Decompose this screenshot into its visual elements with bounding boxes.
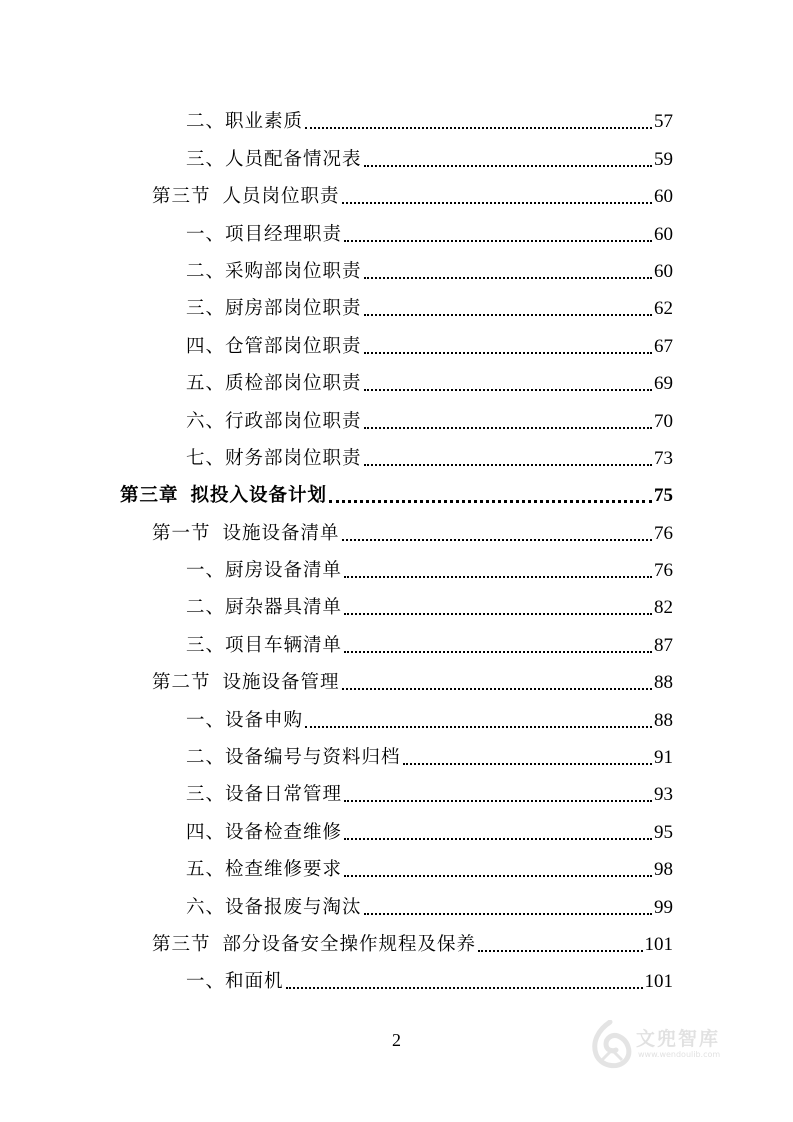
toc-entry-item[interactable] [0, 851, 673, 888]
toc-entry-item[interactable] [0, 327, 673, 364]
toc-entry-title [186, 821, 342, 845]
toc-entry-section[interactable] [0, 178, 673, 215]
toc-dot-leader [344, 838, 652, 840]
toc-dot-leader [364, 913, 652, 915]
toc-entry-page: 75 [654, 485, 673, 507]
toc-entry-title [186, 746, 401, 770]
toc-entry-text: 四、设备检查维修 [186, 821, 343, 843]
toc-entry-item[interactable] [0, 963, 673, 1000]
toc-entry-text: 二、设备编号与资料归档 [186, 747, 401, 769]
toc-entry-title [186, 335, 362, 359]
toc-dot-leader [364, 165, 652, 167]
toc-entry-page: 99 [654, 896, 673, 918]
toc-entry-title [186, 223, 342, 247]
toc-entry-text: 设施设备清单 [222, 522, 340, 544]
toc-entry-page: 95 [654, 821, 673, 843]
toc-dot-leader [344, 240, 652, 242]
toc-dot-leader [344, 875, 652, 877]
toc-entry-text: 一、和面机 [186, 971, 284, 993]
toc-entry-title [186, 372, 362, 396]
toc-entry-title [152, 671, 340, 695]
toc-dot-leader [364, 277, 652, 279]
toc-entry-page: 91 [654, 747, 673, 769]
toc-entry-page: 73 [654, 447, 673, 469]
toc-entry-item[interactable] [0, 215, 673, 252]
toc-dot-leader [342, 539, 652, 541]
toc-dot-leader [305, 726, 652, 728]
toc-dot-leader [329, 500, 652, 503]
toc-dot-leader [478, 950, 642, 952]
toc-entry-section[interactable] [0, 514, 673, 551]
toc-entry-title [186, 559, 342, 583]
toc-entry-text: 部分设备安全操作规程及保养 [222, 933, 477, 955]
toc-entry-page: 60 [654, 186, 673, 208]
toc-dot-leader [344, 651, 652, 653]
toc-dot-leader [364, 314, 652, 316]
toc-entry-page: 69 [654, 373, 673, 395]
toc-dot-leader [364, 427, 652, 429]
toc-entry-page: 88 [654, 672, 673, 694]
page-number: 2 [392, 1030, 401, 1050]
table-of-contents [0, 103, 793, 1000]
toc-entry-page: 82 [654, 597, 673, 619]
toc-entry-page: 98 [654, 859, 673, 881]
toc-dot-leader [342, 202, 652, 204]
toc-entry-page: 67 [654, 335, 673, 357]
toc-entry-text: 一、设备申购 [186, 709, 304, 731]
toc-entry-item[interactable] [0, 440, 673, 477]
toc-entry-title [186, 783, 342, 807]
toc-entry-item[interactable] [0, 776, 673, 813]
toc-entry-title [186, 634, 342, 658]
toc-entry-item[interactable] [0, 253, 673, 290]
toc-dot-leader [305, 127, 652, 129]
toc-entry-text: 三、项目车辆清单 [186, 634, 343, 656]
toc-entry-text: 一、项目经理职责 [186, 223, 343, 245]
watermark-url: www.wendoulib.com [638, 1050, 721, 1059]
toc-entry-title [186, 709, 303, 733]
toc-entry-label: 第二节 [152, 672, 211, 694]
toc-entry-title [186, 858, 342, 882]
toc-entry-page: 101 [644, 933, 673, 955]
toc-entry-title [186, 596, 342, 620]
toc-entry-text: 三、厨房部岗位职责 [186, 298, 362, 320]
toc-entry-item[interactable] [0, 365, 673, 402]
toc-entry-item[interactable] [0, 290, 673, 327]
toc-entry-text: 二、职业素质 [186, 111, 304, 133]
toc-entry-item[interactable] [0, 402, 673, 439]
toc-entry-item[interactable] [0, 701, 673, 738]
toc-entry-chapter[interactable] [0, 477, 673, 514]
toc-dot-leader [286, 987, 643, 989]
toc-entry-text: 二、厨杂器具清单 [186, 597, 343, 619]
toc-entry-text: 五、质检部岗位职责 [186, 373, 362, 395]
toc-dot-leader [344, 576, 652, 578]
toc-entry-text: 一、厨房设备清单 [186, 560, 343, 582]
toc-entry-label: 第三节 [152, 933, 211, 955]
toc-entry-title [152, 522, 340, 546]
toc-entry-title [186, 110, 303, 134]
toc-entry-label: 第一节 [152, 522, 211, 544]
toc-dot-leader [344, 800, 652, 802]
toc-entry-page: 57 [654, 111, 673, 133]
toc-entry-item[interactable] [0, 140, 673, 177]
toc-entry-text: 设施设备管理 [222, 672, 340, 694]
toc-entry-title [120, 484, 327, 508]
toc-entry-title [152, 185, 340, 209]
toc-entry-title [186, 148, 362, 172]
toc-entry-text: 五、检查维修要求 [186, 859, 343, 881]
toc-entry-text: 人员岗位职责 [222, 186, 340, 208]
toc-entry-page: 93 [654, 784, 673, 806]
toc-dot-leader [364, 352, 652, 354]
toc-entry-title [186, 410, 362, 434]
toc-entry-item[interactable] [0, 888, 673, 925]
watermark [588, 1018, 758, 1074]
toc-entry-text: 七、财务部岗位职责 [186, 447, 362, 469]
toc-entry-text: 三、人员配备情况表 [186, 148, 362, 170]
toc-entry-text: 四、仓管部岗位职责 [186, 335, 362, 357]
toc-entry-label: 第三节 [152, 186, 211, 208]
toc-entry-item[interactable] [0, 103, 673, 140]
toc-entry-page: 60 [654, 260, 673, 282]
toc-entry-text: 三、设备日常管理 [186, 784, 343, 806]
toc-dot-leader [403, 763, 652, 765]
wendou-logo-icon [588, 1020, 632, 1072]
toc-entry-text: 拟投入设备计划 [190, 485, 328, 507]
toc-entry-text: 六、设备报废与淘汰 [186, 896, 362, 918]
toc-entry-page: 88 [654, 709, 673, 731]
toc-entry-page: 76 [654, 560, 673, 582]
toc-entry-page: 76 [654, 522, 673, 544]
toc-entry-title [186, 896, 362, 920]
toc-entry-title [186, 447, 362, 471]
toc-entry-item[interactable] [0, 589, 673, 626]
toc-entry-page: 101 [644, 971, 673, 993]
toc-entry-item[interactable] [0, 813, 673, 850]
toc-entry-item[interactable] [0, 626, 673, 663]
toc-entry-section[interactable] [0, 664, 673, 701]
toc-dot-leader [364, 464, 652, 466]
toc-entry-text: 六、行政部岗位职责 [186, 410, 362, 432]
toc-entry-page: 62 [654, 298, 673, 320]
toc-entry-title [186, 297, 362, 321]
toc-entry-page: 70 [654, 410, 673, 432]
toc-dot-leader [342, 688, 652, 690]
toc-entry-page: 87 [654, 634, 673, 656]
toc-entry-label: 第三章 [120, 485, 179, 507]
toc-entry-title [186, 260, 362, 284]
toc-entry-title [186, 970, 284, 994]
toc-dot-leader [364, 389, 652, 391]
toc-entry-item[interactable] [0, 552, 673, 589]
toc-entry-item[interactable] [0, 739, 673, 776]
toc-entry-text: 二、采购部岗位职责 [186, 260, 362, 282]
toc-entry-title [152, 933, 476, 957]
toc-dot-leader [344, 613, 652, 615]
watermark-brand: 文兜智库 [636, 1028, 721, 1050]
toc-entry-page: 60 [654, 223, 673, 245]
toc-entry-section[interactable] [0, 926, 673, 963]
toc-entry-page: 59 [654, 148, 673, 170]
